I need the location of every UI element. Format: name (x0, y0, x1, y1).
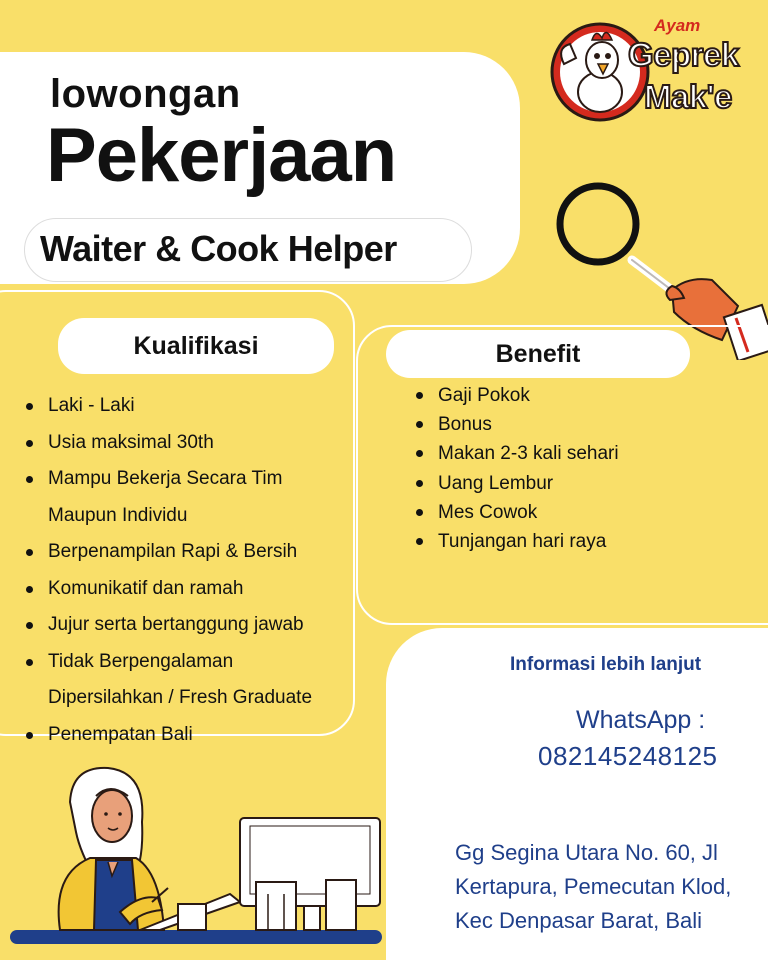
role-title: Waiter & Cook Helper (40, 228, 397, 269)
logo-ayam-text: Ayam (654, 16, 701, 35)
list-item: Tidak Berpengalaman (26, 644, 356, 681)
list-item: Mes Cowok (416, 498, 676, 527)
list-item: Tunjangan hari raya (416, 527, 676, 556)
address-line: Gg Segina Utara No. 60, Jl (455, 840, 718, 865)
qualification-list (26, 388, 356, 753)
address (455, 836, 767, 938)
list-item: Makan 2-3 kali sehari (416, 439, 676, 468)
title-lowongan: lowongan (50, 72, 241, 116)
list-item: Uang Lembur (416, 469, 676, 498)
list-item-continuation: Dipersilahkan / Fresh Graduate (48, 687, 313, 708)
list-item: Berpenampilan Rapi & Bersih (26, 534, 356, 571)
woman-at-desk-illustration (0, 762, 392, 960)
address-line: Kertapura, Pemecutan Klod, (455, 874, 732, 899)
list-item: Laki - Laki (26, 388, 356, 425)
whatsapp-label: WhatsApp : (576, 706, 706, 734)
list-item: Jujur serta bertanggung jawab (26, 607, 356, 644)
logo-geprek-text: Geprek (628, 36, 739, 73)
list-item-continuation: Maupun Individu (48, 504, 188, 526)
list-item: Mampu Bekerja Secara Tim (26, 461, 356, 498)
logo-make-text: Mak'e (644, 78, 732, 115)
list-item: Komunikatif dan ramah (26, 571, 356, 608)
list-item: Bonus (416, 410, 676, 439)
title-pekerjaan: Pekerjaan (46, 113, 397, 198)
list-item: Gaji Pokok (416, 381, 676, 410)
address-line: Kec Denpasar Barat, Bali (455, 908, 703, 933)
list-item: Penempatan Bali (26, 717, 356, 754)
whatsapp-number[interactable]: 082145248125 (538, 741, 718, 771)
benefit-heading: Benefit (386, 330, 690, 378)
list-item: Usia maksimal 30th (26, 425, 356, 462)
info-title: Informasi lebih lanjut (510, 654, 702, 675)
benefit-list (416, 381, 676, 556)
qualification-heading: Kualifikasi (58, 318, 334, 374)
